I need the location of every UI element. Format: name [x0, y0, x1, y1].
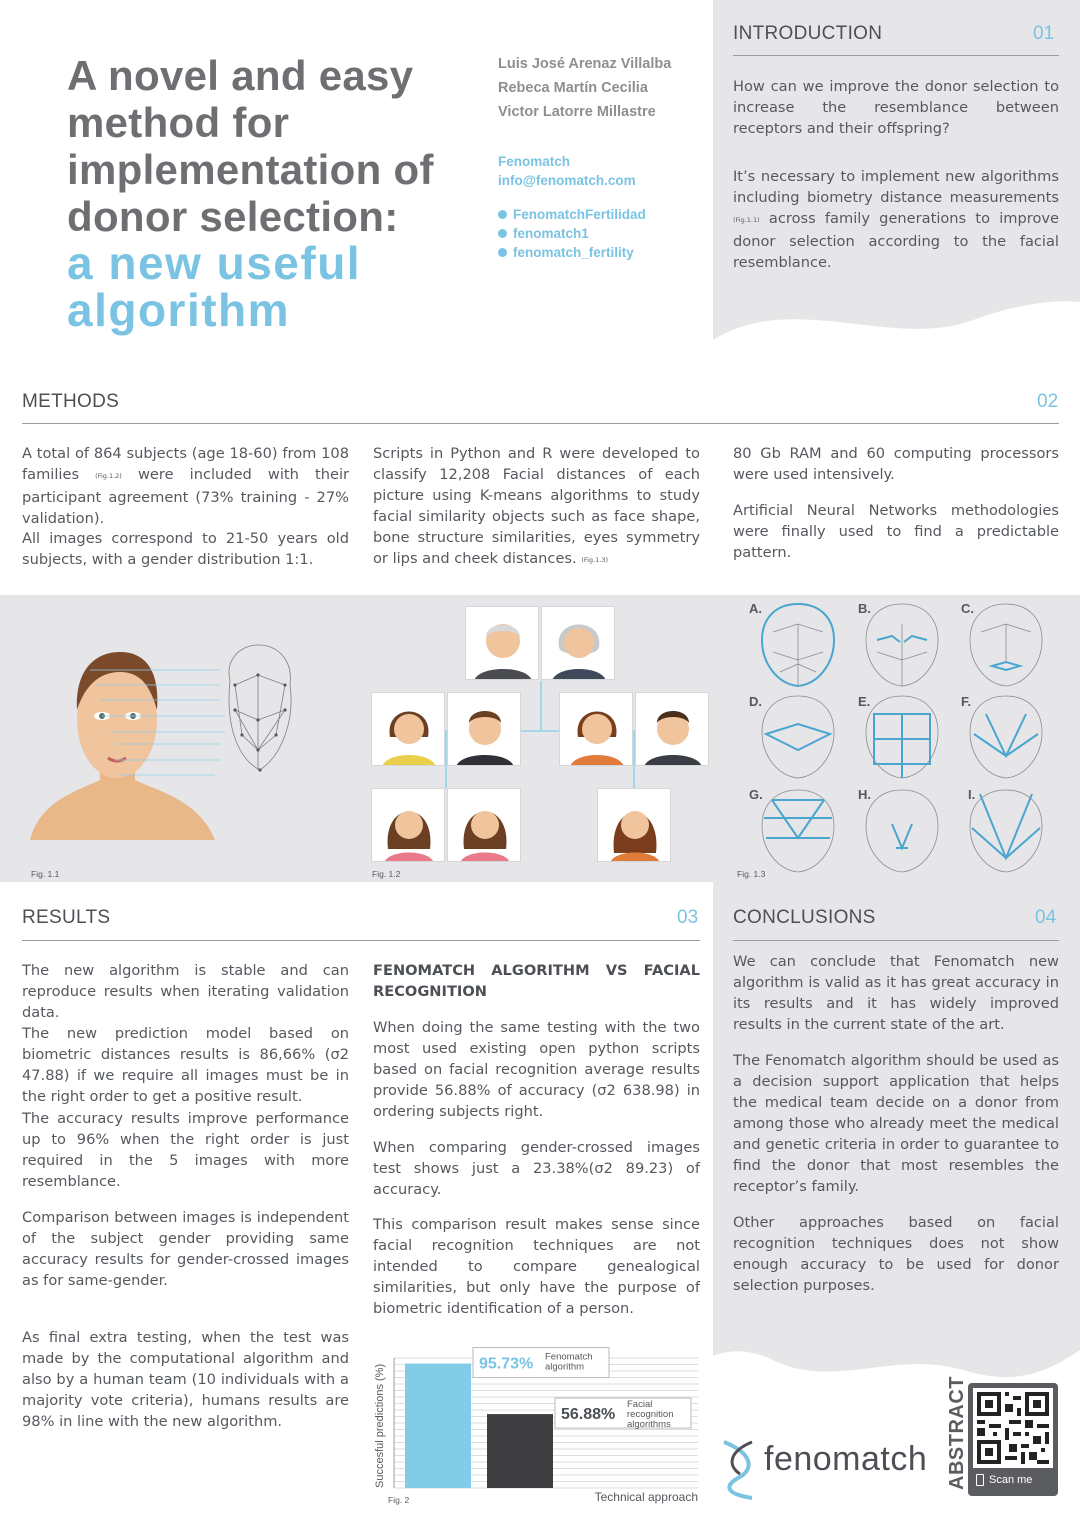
social-twitter[interactable]: [498, 224, 708, 243]
mesh-label: E.: [858, 694, 871, 709]
mesh-label: C.: [961, 601, 974, 616]
conclusions-paragraph: We can conclude that Fenomatch new algorithm is valid as it has great accuracy in its results and it has widely improved results in the current state of the art.: [733, 953, 1059, 1033]
family-member-child: [447, 788, 521, 862]
social-handle: fenomatch_fertility: [513, 245, 634, 260]
results-paragraph: This comparison result makes sense since facial recognition techniques are not intended to compare genealogical similarities, but only have the purpose of biometric identification of a person.: [373, 1216, 700, 1317]
qr-code-card[interactable]: [968, 1383, 1058, 1496]
chart-category-label: Facial: [627, 1399, 653, 1411]
mesh-label: A.: [749, 601, 762, 616]
conclusions-rule: [733, 940, 1059, 941]
intro-paragraph: How can we improve the donor selection to increase the resemblance between receptors and their offspring?: [733, 78, 1059, 137]
fig2-label: Fig. 2: [388, 1495, 410, 1505]
results-paragraph: The new algorithm is stable and can reproduce results when iterating validation data.: [22, 962, 349, 1021]
author-name: Victor Latorre Millastre: [498, 104, 656, 120]
mesh-face: [862, 788, 942, 874]
family-member-grandmother: [541, 606, 615, 680]
phone-icon: [976, 1474, 984, 1486]
methods-col1b: All images correspond to 21-50 years old subjects, with a gender distribution 1:1.: [22, 530, 349, 568]
results-paragraph: The new prediction model based on biometric distances results is 86,66% (σ2 47.88) if we require all images must be in the right order to get a positive result.: [22, 1025, 349, 1105]
mesh-face: [862, 602, 942, 688]
mesh-label: F.: [961, 694, 972, 709]
chart-bars: [405, 1364, 553, 1488]
dna-icon: [718, 1438, 762, 1500]
mesh-face: [966, 788, 1046, 874]
results-paragraph: When doing the same testing with the two most used existing open python scripts based on facial recognition average results provide 56.88% of accuracy (σ2 638.98) in ordering subjects right.: [373, 1019, 700, 1120]
results-heading: RESULTS: [22, 907, 111, 928]
mesh-label: H.: [858, 787, 871, 802]
fig12-family-tree: [370, 606, 710, 862]
conclusions-paragraph: The Fenomatch algorithm should be used as a decision support application that helps the medical team decide on a donor from among those who already meet the medical and genetic criteria in order to guarantee to find the donor that most resembles the receptor’s family.: [733, 1052, 1059, 1195]
fig2-accuracy-chart: [368, 1340, 703, 1508]
conclusions-paragraph: Other approaches based on facial recognition techniques does not show enough accuracy to be used for donor selection purposes.: [733, 1214, 1059, 1294]
mesh-label: B.: [858, 601, 871, 616]
family-member-child: [371, 788, 445, 862]
mesh-label: I.: [968, 787, 976, 802]
chart-x-axis-label: Technical approach: [594, 1490, 698, 1504]
intro-panel-wave: [713, 280, 1080, 380]
author-list: [498, 52, 708, 124]
mesh-face: [966, 602, 1046, 688]
instagram-icon: [498, 248, 507, 257]
chart-category-label: Fenomatch: [545, 1351, 593, 1363]
chart-y-axis-label: Succesful predictions (%): [374, 1363, 386, 1488]
family-member-father: [447, 692, 521, 766]
methods-col2: Scripts in Python and R were developed to classify 12,208 Facial distances of each picture using K-means algorithms to study facial similarity objects such as face shape, bone structure similarities, eyes symmetry or lips and cheek distances. (Fig.1.3): [373, 445, 700, 567]
chart-data-label: 95.73%: [479, 1355, 534, 1373]
facebook-icon: [498, 210, 507, 219]
social-facebook[interactable]: [498, 205, 708, 224]
qr-code: [973, 1388, 1053, 1468]
mesh-face: [862, 694, 942, 780]
fig11-biometry-illustration: [20, 640, 310, 845]
social-instagram[interactable]: [498, 243, 708, 262]
author-name: Luis José Arenaz Villalba: [498, 56, 672, 72]
author-name: Rebeca Martín Cecilia: [498, 80, 648, 96]
methods-rule: [22, 423, 1059, 424]
methods-col3: 80 Gb RAM and 60 computing processors were used intensively.: [733, 445, 1059, 483]
results-rule: [22, 940, 700, 941]
chart-category-label: recognition: [627, 1409, 674, 1421]
methods-col1: A total of 864 subjects (age 18-60) from 108 families (Fig.1.2) were included with their participant agreement (73% training - 27% validation).: [22, 445, 350, 527]
methods-heading: METHODS: [22, 391, 120, 412]
title-accent-line: algorithm: [67, 284, 291, 336]
results-subheading: FENOMATCH ALGORITHM VS FACIAL RECOGNITION: [373, 962, 700, 1000]
family-member-grandfather: [465, 606, 539, 680]
intro-heading: INTRODUCTION: [733, 23, 883, 44]
results-number: 03: [677, 907, 699, 928]
family-member-partner: [635, 692, 709, 766]
fenomatch-logo: fenomatch: [764, 1440, 928, 1478]
intro-rule: [733, 55, 1059, 56]
methods-col3b: Artificial Neural Networks methodologies were finally used to find a predictable pattern.: [733, 502, 1059, 561]
family-member-child: [597, 788, 671, 862]
mesh-face: [758, 602, 838, 688]
intro-paragraph: It’s necessary to implement new algorithms including biometry distance measurements (Fig.1.1) across family generations to improve donor selection according to the facial resemblance.: [733, 168, 1060, 271]
contact-block: [498, 152, 708, 262]
chart-category-label: algorithms: [627, 1419, 671, 1431]
family-member-receptor: [559, 692, 633, 766]
chart-category-label: algorithm: [545, 1361, 585, 1373]
methods-number: 02: [1037, 391, 1059, 412]
poster-title: [67, 52, 477, 334]
intro-number: 01: [1033, 23, 1055, 44]
title-line: method for: [67, 99, 290, 146]
results-paragraph: The accuracy results improve performance up to 96% when the right order is just required in the 5 images with more resemblance.: [22, 1110, 349, 1190]
title-line: donor selection:: [67, 193, 399, 240]
chart-data-label: 56.88%: [561, 1406, 616, 1424]
mesh-label: D.: [749, 694, 762, 709]
chart-callout: [473, 1348, 609, 1378]
conclusions-number: 04: [1035, 907, 1057, 928]
title-line: implementation of: [67, 146, 434, 193]
family-member-mother: [371, 692, 445, 766]
fig12-label: Fig. 1.2: [372, 869, 401, 879]
chart-bar: [487, 1414, 553, 1488]
mesh-face: [758, 788, 838, 874]
title-accent-line: a new useful: [67, 237, 362, 289]
conclusions-heading: CONCLUSIONS: [733, 907, 876, 928]
mesh-face: [758, 694, 838, 780]
results-paragraph: When comparing gender-crossed images test shows just a 23.38%(σ2 89.23) of accuracy.: [373, 1139, 700, 1198]
mesh-label: G.: [749, 787, 763, 802]
scan-me-label: Scan me: [976, 1474, 1032, 1486]
contact-email[interactable]: info@fenomatch.com: [498, 173, 636, 188]
fig13-label: Fig. 1.3: [737, 869, 766, 879]
chart-bar: [405, 1364, 471, 1488]
title-line: A novel and easy: [67, 52, 414, 99]
twitter-icon: [498, 229, 507, 238]
chart-callout: [555, 1398, 691, 1430]
mesh-face: [966, 694, 1046, 780]
results-paragraph: Comparison between images is independent of the subject gender providing same accuracy results for gender-crossed images as for same-gender.: [22, 1209, 349, 1289]
fig13-mesh-grid: [740, 598, 1070, 883]
fig11-label: Fig. 1.1: [31, 869, 60, 879]
results-paragraph: As final extra testing, when the test was made by the computational algorithm and also by a human team (10 individuals with a majority vote criteria), humans results are 98% in line with the new algorithm.: [22, 1329, 349, 1430]
abstract-label: ABSTRACT: [946, 1376, 968, 1490]
org-name: Fenomatch: [498, 154, 571, 169]
social-handle: FenomatchFertilidad: [513, 207, 646, 222]
social-handle: fenomatch1: [513, 226, 589, 241]
